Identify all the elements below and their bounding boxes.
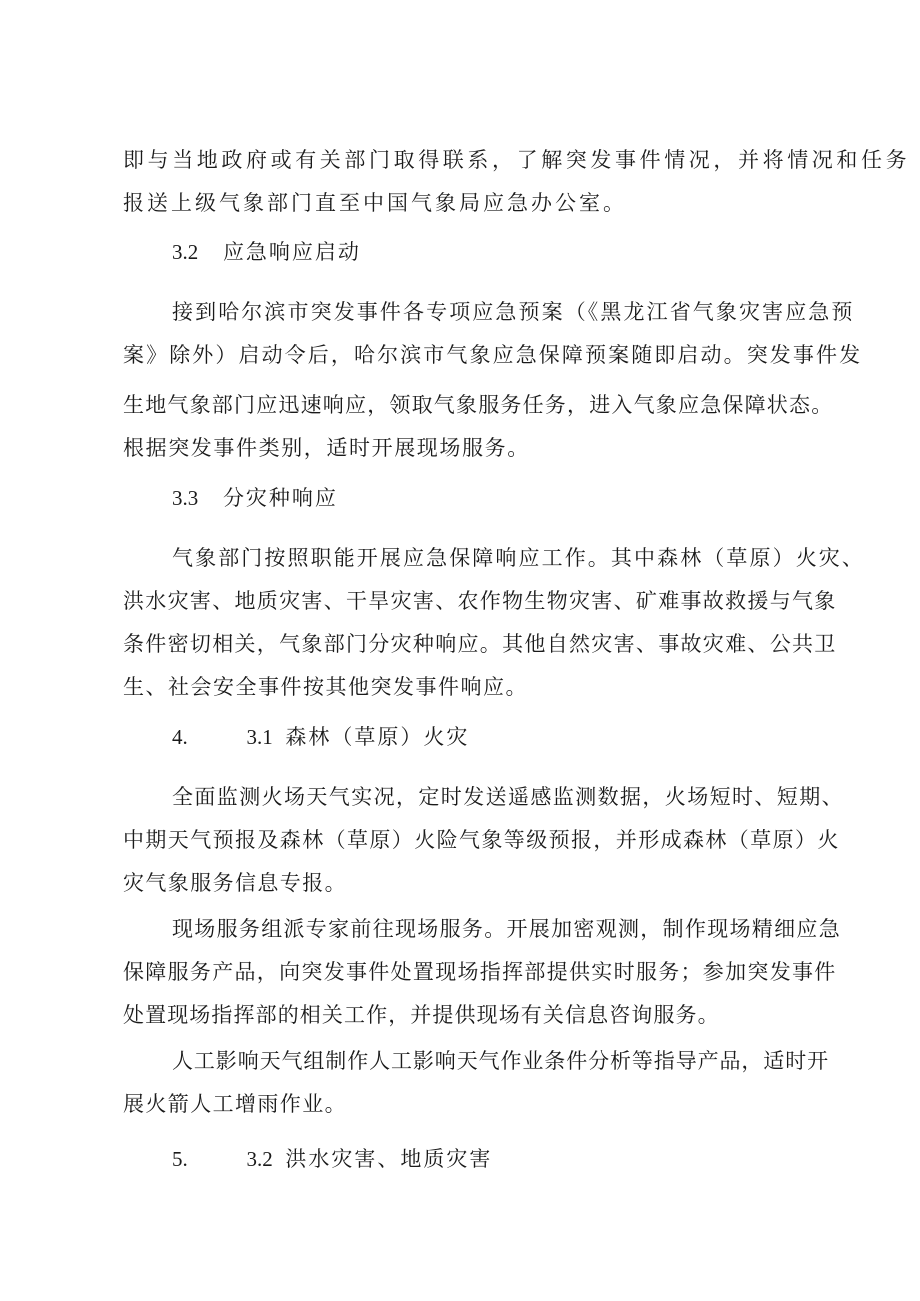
section-4-p1-line-3: 灾气象服务信息专报。 [123, 871, 347, 895]
section-3-2-line-4: 根据突发事件类别，适时开展现场服务。 [123, 436, 530, 460]
section-3-2-line-2: 案》除外）启动令后，哈尔滨市气象应急保障预案随即启动。突发事件发 [123, 343, 863, 367]
section-3-3-number: 3.3 [172, 486, 199, 510]
section-3-2-line-1: 接到哈尔滨市突发事件各专项应急预案（《黑龙江省气象灾害应急预 [172, 300, 855, 324]
intro-line-1: 即与当地政府或有关部门取得联系，了解突发事件情况，并将情况和任务 [123, 148, 911, 172]
section-3-3-line-4: 生、社会安全事件按其他突发事件响应。 [123, 675, 528, 699]
section-3-2-heading [172, 240, 361, 264]
section-4-title: 森林（草原）火灾 [285, 725, 470, 749]
section-4-p2-line-2: 保障服务产品，向突发事件处置现场指挥部提供实时服务；参加突发事件 [123, 960, 837, 984]
section-4-p1-line-2: 中期天气预报及森林（草原）火险气象等级预报，并形成森林（草原）火 [123, 828, 840, 852]
section-4-list-number: 4. [172, 725, 188, 749]
section-4-p3-line-2: 展火箭人工增雨作业。 [123, 1092, 347, 1116]
section-3-3-line-3: 条件密切相关，气象部门分灾种响应。其他自然灾害、事故灾难、公共卫 [123, 632, 837, 656]
section-4-p1-line-1: 全面监测火场天气实况，定时发送遥感监测数据，火场短时、短期、 [172, 785, 844, 809]
section-3-3-line-2: 洪水灾害、地质灾害、干旱灾害、农作物生物灾害、矿难事故救援与气象 [123, 589, 837, 613]
section-4-p3-line-1: 人工影响天气组制作人工影响天气作业条件分析等指导产品，适时开 [172, 1049, 829, 1073]
section-3-3-line-1: 气象部门按照职能开展应急保障响应工作。其中森林（草原）火灾、 [172, 546, 865, 570]
section-3-2-title: 应急响应启动 [222, 240, 361, 264]
section-5-heading [172, 1147, 492, 1171]
section-4-sub-number: 3.1 [246, 725, 273, 749]
section-3-3-heading [172, 486, 338, 510]
section-4-p2-line-3: 处置现场指挥部的相关工作，并提供现场有关信息咨询服务。 [123, 1003, 720, 1027]
intro-line-2: 报送上级气象部门直至中国气象局应急办公室。 [123, 191, 627, 215]
section-4-heading [172, 725, 469, 749]
section-5-title: 洪水灾害、地质灾害 [285, 1147, 493, 1171]
section-3-3-title: 分灾种响应 [222, 486, 338, 510]
section-5-sub-number: 3.2 [246, 1147, 273, 1171]
section-5-list-number: 5. [172, 1147, 188, 1171]
section-3-2-line-3: 生地气象部门应迅速响应，领取气象服务任务，进入气象应急保障状态。 [123, 393, 834, 417]
section-4-p2-line-1: 现场服务组派专家前往现场服务。开展加密观测，制作现场精细应急 [172, 917, 841, 941]
section-3-2-number: 3.2 [172, 240, 199, 264]
